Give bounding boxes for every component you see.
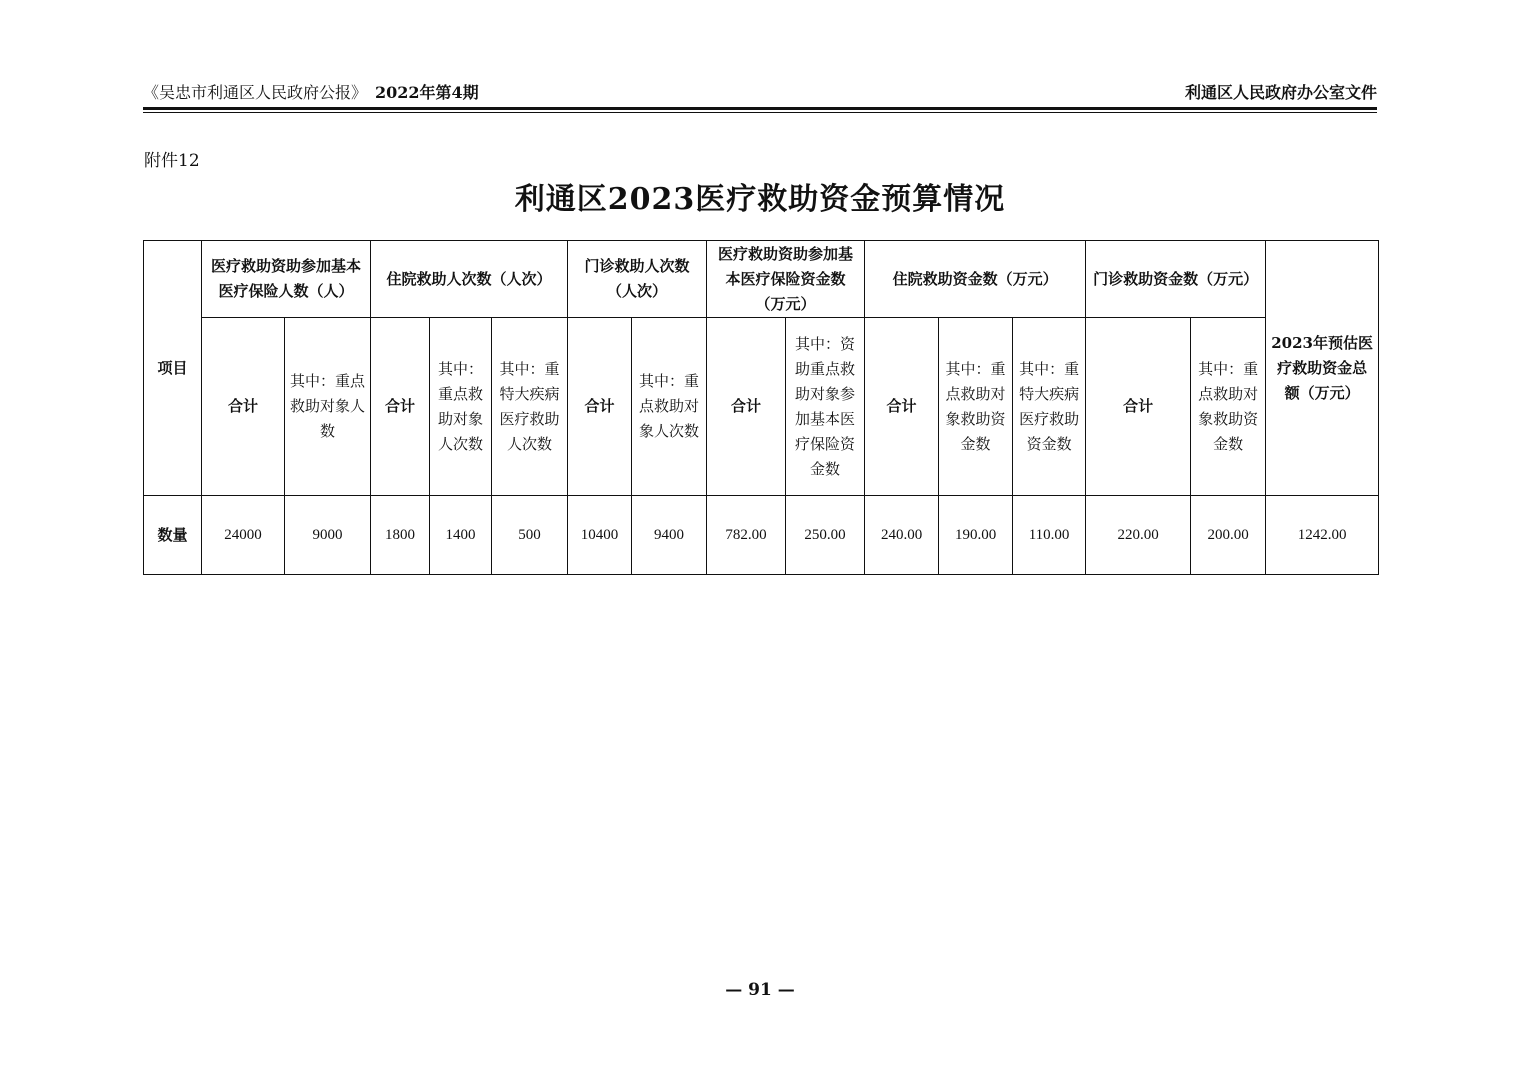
header-left [143, 80, 479, 103]
item-header: 项目 [144, 241, 202, 496]
group-header: 门诊救助资金数（万元） [1086, 241, 1266, 318]
subheader-cell: 合计 [371, 318, 430, 496]
issue-number: 2022年第4期 [375, 83, 479, 102]
group-header: 住院救助人次数（人次） [371, 241, 568, 318]
header-rule-thick [143, 107, 1377, 110]
attachment-label: 附件12 [144, 151, 200, 171]
subheader-cell: 其中：重点救助对象人次数 [632, 318, 707, 496]
value-cell: 110.00 [1013, 496, 1086, 575]
subheader-cell: 其中：重特大疾病医疗救助资金数 [1013, 318, 1086, 496]
header-rule-thin [143, 112, 1377, 113]
value-cell: 220.00 [1086, 496, 1191, 575]
value-cell: 1400 [430, 496, 492, 575]
subheader-cell: 合计 [707, 318, 786, 496]
subheader-cell: 合计 [1086, 318, 1191, 496]
value-cell: 240.00 [865, 496, 939, 575]
group-header: 医疗救助资助参加基本医疗保险资金数（万元） [707, 241, 865, 318]
journal-title: 《吴忠市利通区人民政府公报》 [143, 83, 368, 102]
subheader-cell: 合计 [202, 318, 285, 496]
value-cell: 190.00 [939, 496, 1013, 575]
group-header: 门诊救助人次数（人次） [568, 241, 707, 318]
subheader-cell: 其中：重点救助对象人数 [285, 318, 371, 496]
page-header [143, 80, 1377, 104]
value-cell: 24000 [202, 496, 285, 575]
value-cell: 10400 [568, 496, 632, 575]
subheader-cell: 其中：重点救助对象救助资金数 [939, 318, 1013, 496]
document-title: 利通区2023医疗救助资金预算情况 [514, 182, 1006, 217]
total-header: 2023年预估医疗救助资金总额（万元） [1266, 241, 1379, 496]
budget-table [143, 240, 1379, 575]
value-cell: 250.00 [786, 496, 865, 575]
value-cell: 782.00 [707, 496, 786, 575]
table-header-row [144, 241, 1379, 318]
group-header: 医疗救助资助参加基本医疗保险人数（人） [202, 241, 371, 318]
row-label: 数量 [144, 496, 202, 575]
table-subheader-row [144, 318, 1379, 496]
subheader-cell: 其中：重点救助对象救助资金数 [1191, 318, 1266, 496]
header-office: 利通区人民政府办公室文件 [1184, 83, 1377, 102]
subheader-cell: 其中：资助重点救助对象参加基本医疗保险资金数 [786, 318, 865, 496]
subheader-cell: 合计 [568, 318, 632, 496]
page-number: — 91 — [725, 980, 795, 1000]
group-header: 住院救助资金数（万元） [865, 241, 1086, 318]
value-cell: 9000 [285, 496, 371, 575]
value-cell: 500 [492, 496, 568, 575]
value-cell: 1800 [371, 496, 430, 575]
subheader-cell: 其中：重点救助对象人次数 [430, 318, 492, 496]
value-cell: 200.00 [1191, 496, 1266, 575]
table-row [144, 496, 1379, 575]
value-cell: 9400 [632, 496, 707, 575]
subheader-cell: 合计 [865, 318, 939, 496]
subheader-cell: 其中：重特大疾病医疗救助人次数 [492, 318, 568, 496]
value-cell: 1242.00 [1266, 496, 1379, 575]
